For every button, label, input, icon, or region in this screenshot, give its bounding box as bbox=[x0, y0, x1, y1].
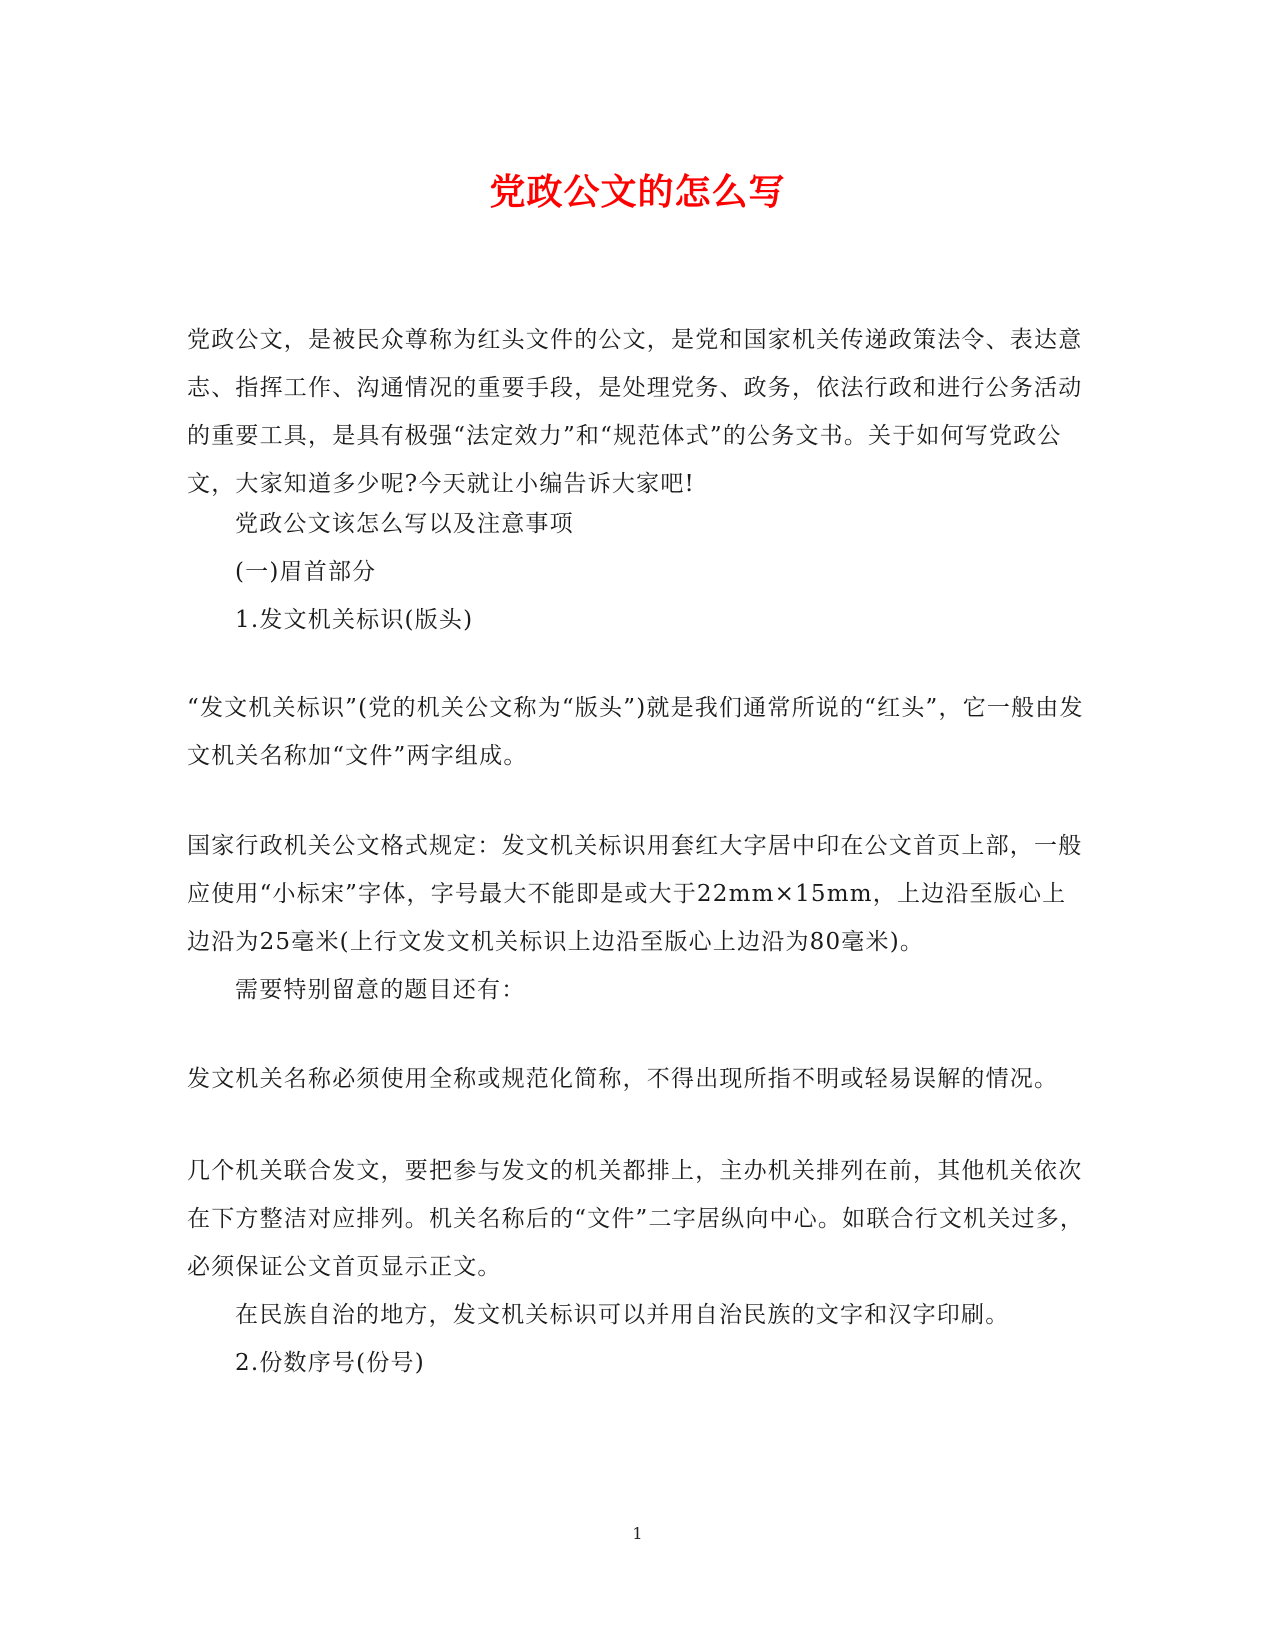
paragraph: 需要特别留意的题目还有： bbox=[235, 977, 526, 1003]
paragraph-intro bbox=[187, 316, 1087, 508]
paragraph-block bbox=[187, 822, 1087, 1014]
paragraph-block bbox=[187, 1147, 1087, 1387]
paragraph: 在民族自治的地方，发文机关标识可以并用自治民族的文字和汉字印刷。 bbox=[235, 1302, 1010, 1328]
paragraph: 国家行政机关公文格式规定：发文机关标识用套红大字居中印在公文首页上部，一般应使用“小标宋”字体，字号最大不能即是或大于22mm×15mm，上边沿至版心上边沿为25毫米(上行文发文机关标识上边沿至版心上边沿为80毫米)。 bbox=[187, 833, 1083, 955]
subheading: 2.份数序号(份号) bbox=[235, 1350, 425, 1376]
document-title: 党政公文的怎么写 bbox=[489, 171, 786, 213]
paragraph-block bbox=[187, 1055, 1087, 1103]
paragraph: “发文机关标识”(党的机关公文称为“版头”)就是我们通常所说的“红头”，它一般由发文机关名称加“文件”两字组成。 bbox=[187, 695, 1084, 769]
paragraph: 几个机关联合发文，要把参与发文的机关都排上，主办机关排列在前，其他机关依次在下方整洁对应排列。机关名称后的“文件”二字居纵向中心。如联合行文机关过多，必须保证公文首页显示正文。 bbox=[187, 1158, 1085, 1280]
paragraph-block bbox=[187, 684, 1087, 780]
page-number: 1 bbox=[632, 1524, 643, 1543]
paragraph: 党政公文，是被民众尊称为红头文件的公文，是党和国家机关传递政策法令、表达意志、指挥工作、沟通情况的重要手段，是处理党务、政务，依法行政和进行公务活动的重要工具，是具有极强“法定效力”和“规范体式”的公务文书。关于如何写党政公文，大家知道多少呢?今天就让小编告诉大家吧! bbox=[187, 327, 1083, 497]
paragraph: 发文机关名称必须使用全称或规范化简称，不得出现所指不明或轻易误解的情况。 bbox=[187, 1066, 1059, 1092]
section-headings bbox=[187, 500, 1087, 644]
subheading: 1.发文机关标识(版头) bbox=[235, 607, 474, 633]
subheading: 党政公文该怎么写以及注意事项 bbox=[235, 511, 574, 537]
subheading: (一)眉首部分 bbox=[235, 559, 377, 585]
